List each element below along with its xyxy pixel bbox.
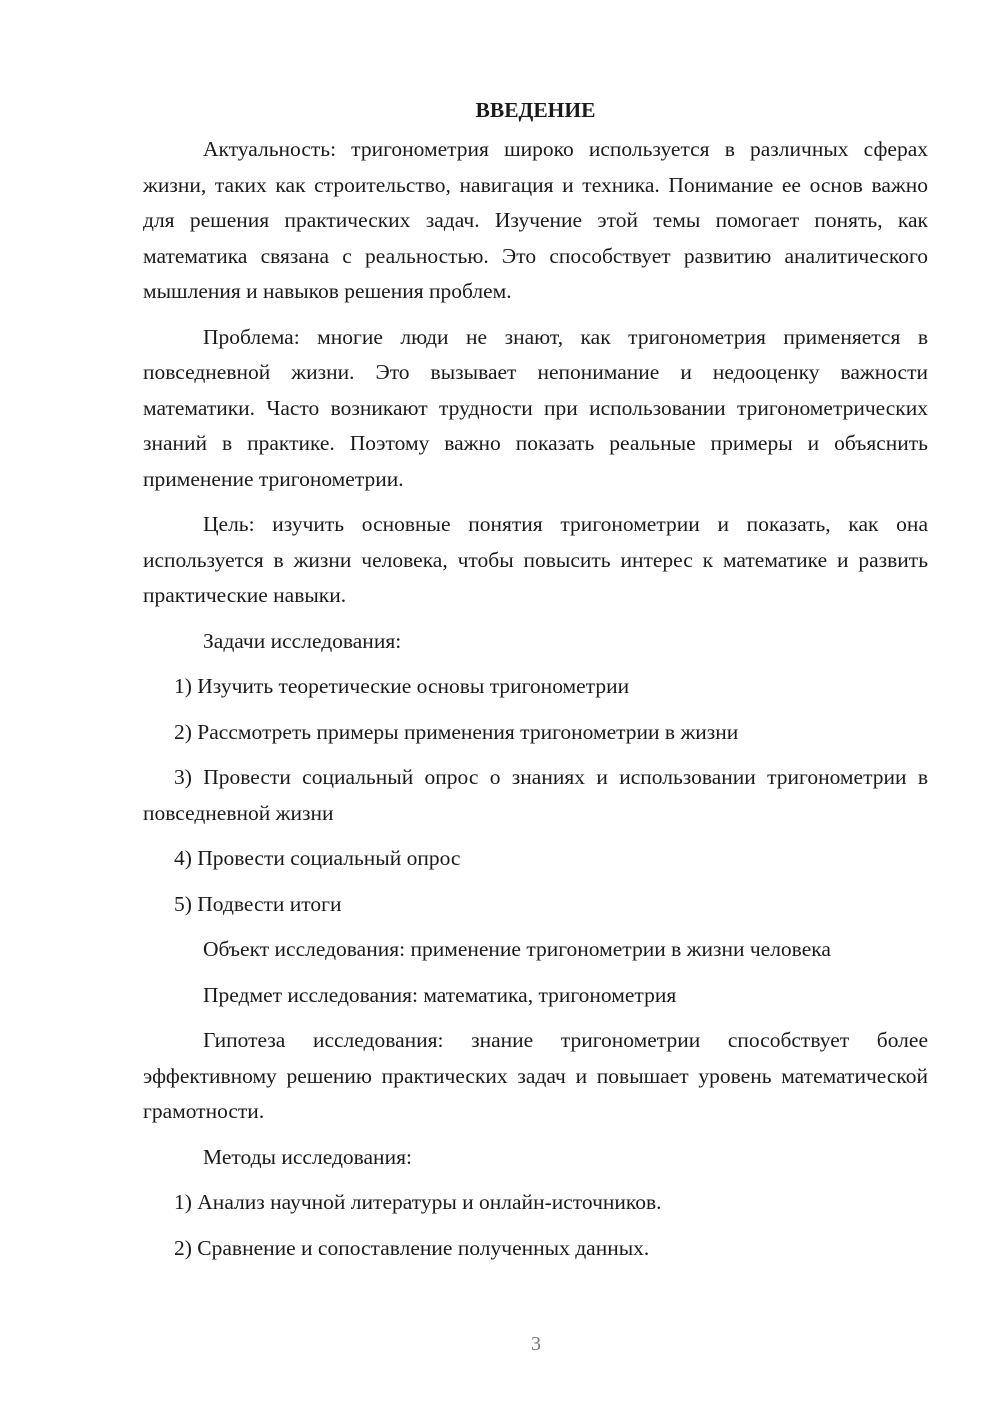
task-item-1: 1) Изучить теоретические основы тригонометрии bbox=[174, 674, 630, 698]
task-item-2: 2) Рассмотреть примеры применения тригонометрии в жизни bbox=[174, 719, 739, 744]
hypothesis-paragraph: Гипотеза исследования: знание тригонометрии способствует более эффективному решению практических задач и повышает уровень математической грамотности. bbox=[143, 1028, 928, 1123]
subject-paragraph: Предмет исследования: математика, тригонометрия bbox=[203, 982, 677, 1007]
page-number: 3 bbox=[531, 1333, 541, 1355]
method-item-1: 1) Анализ научной литературы и онлайн-источников. bbox=[174, 1190, 662, 1214]
task-item-4: 4) Провести социальный опрос bbox=[174, 846, 461, 870]
problem-paragraph: Проблема: многие люди не знают, как тригонометрия применяется в повседневной жизни. Это вызывает непонимание и недооценку важности математики. Часто возникают трудности при использовании тригонометрических знаний в практике. Поэтому важно показать реальные примеры и объяснить применение тригонометрии. bbox=[143, 324, 928, 491]
object-paragraph: Объект исследования: применение тригонометрии в жизни человека bbox=[203, 937, 831, 961]
document-page bbox=[143, 92, 928, 1276]
task-item-3: 3) Провести социальный опрос о знаниях и использовании тригонометрии в повседневной жизни bbox=[143, 765, 928, 825]
method-item-2: 2) Сравнение и сопоставление полученных данных. bbox=[174, 1235, 650, 1260]
tasks-heading: Задачи исследования: bbox=[203, 628, 402, 653]
task-item-5: 5) Подвести итоги bbox=[174, 891, 342, 916]
relevance-paragraph: Актуальность: тригонометрия широко используется в различных сферах жизни, таких как строительство, навигация и техника. Понимание ее основ важно для решения практических задач. Изучение этой темы помогает понять, как математика связана с реальностью. Это способствует развитию аналитического мышления и навыков решения проблем. bbox=[143, 137, 928, 303]
methods-heading: Методы исследования: bbox=[203, 1144, 412, 1169]
goal-paragraph: Цель: изучить основные понятия тригонометрии и показать, как она используется в жизни человека, чтобы повысить интерес к математике и развить практические навыки. bbox=[143, 512, 928, 607]
page-title: ВВЕДЕНИЕ bbox=[475, 98, 596, 122]
